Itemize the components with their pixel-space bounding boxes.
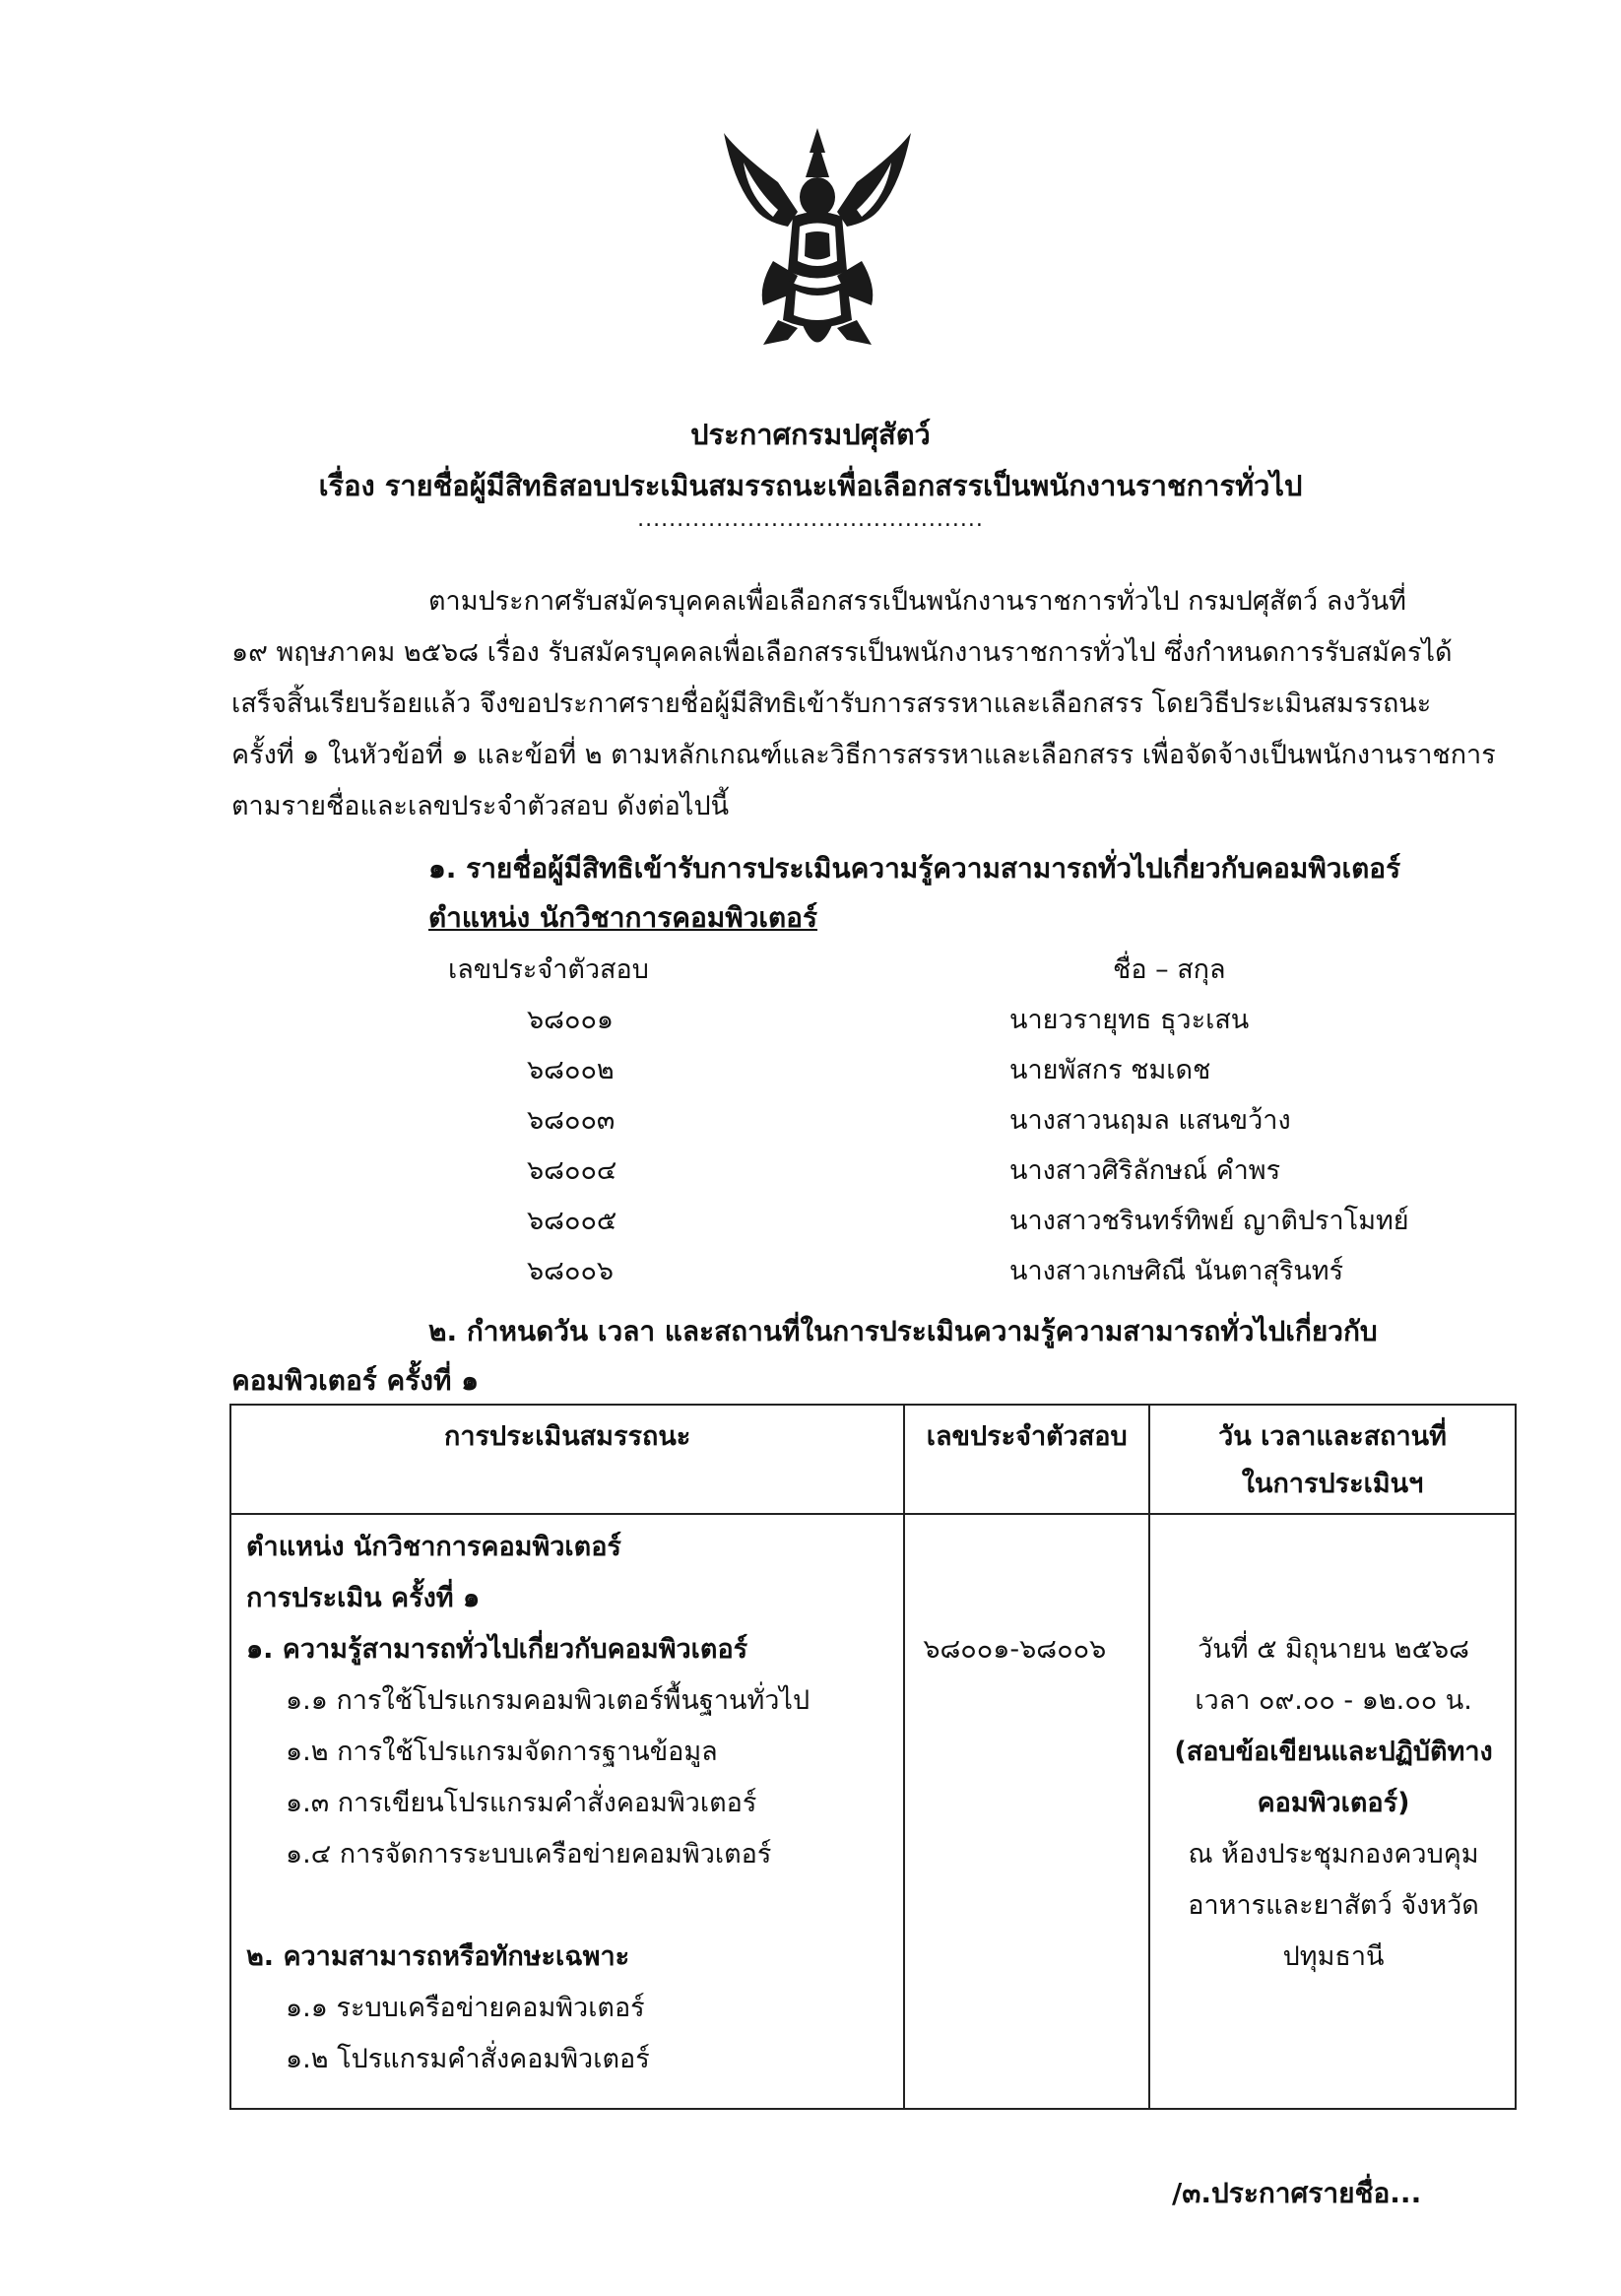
intro-line: ครั้งที่ ๑ ในหัวข้อที่ ๑ และข้อที่ ๒ ตามหลักเกณฑ์และวิธีการสรรหาและเลือกสรร เพื่อจัดจ้างเป็นพนักงานราชการ: [231, 740, 1496, 770]
candidate-name-header: ชื่อ – สกุล: [1113, 954, 1226, 985]
schedule-part2: ๒. ความสามารถหรือทักษะเฉพาะ: [246, 1941, 630, 1972]
candidate-id: ๖๘๐๐๖: [527, 1256, 615, 1286]
candidate-name: นางสาวนฤมล แสนขว้าง: [1009, 1105, 1291, 1136]
candidate-name: นางสาวเกษศิณี นันตาสุรินทร์: [1009, 1256, 1344, 1286]
schedule-mode: (สอบข้อเขียนและปฏิบัติทาง: [1174, 1737, 1493, 1767]
candidate-id: ๖๘๐๐๕: [527, 1206, 617, 1236]
schedule-id-cell: [904, 1514, 1149, 2109]
candidate-id: ๖๘๐๐๒: [527, 1055, 615, 1085]
schedule-place: ปทุมธานี: [1282, 1941, 1385, 1972]
schedule-assessment-cell: [230, 1514, 904, 2109]
candidate-id: ๖๘๐๐๔: [527, 1155, 617, 1186]
schedule-part1-item: ๑.๒ การใช้โปรแกรมจัดการฐานข้อมูล: [286, 1737, 718, 1767]
schedule-date: วันที่ ๕ มิถุนายน ๒๕๖๘: [1198, 1634, 1469, 1665]
schedule-round: การประเมิน ครั้งที่ ๑: [246, 1583, 481, 1613]
candidate-name: นายวรายุทธ ธุวะเสน: [1009, 1005, 1250, 1035]
schedule-place: ณ ห้องประชุมกองควบคุม: [1188, 1839, 1479, 1870]
intro-line: เสร็จสิ้นเรียบร้อยแล้ว จึงขอประกาศรายชื่อผู้มีสิทธิเข้ารับการสรรหาและเลือกสรร โดยวิธีประเมินสมรรถนะ: [231, 689, 1432, 719]
schedule-time: เวลา ๐๙.๐๐ - ๑๒.๐๐ น.: [1195, 1685, 1472, 1716]
candidate-id-header: เลขประจำตัวสอบ: [448, 954, 649, 985]
intro-paragraph: [231, 576, 1496, 832]
separator-dots: ............................................: [637, 507, 984, 532]
schedule-body-row: [230, 1514, 1516, 2109]
document-title: ประกาศกรมปศุสัตว์: [690, 418, 931, 451]
schedule-position: ตำแหน่ง นักวิชาการคอมพิวเตอร์: [246, 1532, 621, 1562]
schedule-id-range: ๖๘๐๐๑-๖๘๐๐๖: [923, 1634, 1107, 1665]
candidate-name: นายพัสกร ชมเดช: [1009, 1055, 1211, 1085]
intro-line: ตามประกาศรับสมัครบุคคลเพื่อเลือกสรรเป็นพนักงานราชการทั่วไป กรมปศุสัตว์ ลงวันที่: [428, 586, 1406, 617]
section1-heading: ๑. รายชื่อผู้มีสิทธิเข้ารับการประเมินความรู้ความสามารถทั่วไปเกี่ยวกับคอมพิวเตอร์: [428, 852, 1401, 885]
schedule-table: [229, 1404, 1517, 2110]
section2-heading: ๒. กำหนดวัน เวลา และสถานที่ในการประเมินความรู้ความสามารถทั่วไปเกี่ยวกับ: [428, 1315, 1378, 1347]
schedule-part1-item: ๑.๓ การเขียนโปรแกรมคำสั่งคอมพิวเตอร์: [286, 1788, 757, 1818]
schedule-part2-item: ๑.๑ ระบบเครือข่ายคอมพิวเตอร์: [286, 1993, 645, 2023]
section2-heading-cont: คอมพิวเตอร์ ครั้งที่ ๑: [231, 1364, 479, 1397]
schedule-mode: คอมพิวเตอร์): [1257, 1788, 1410, 1818]
schedule-part1: ๑. ความรู้สามารถทั่วไปเกี่ยวกับคอมพิวเตอร์: [246, 1634, 748, 1665]
continuation-note: /๓.ประกาศรายชื่อ...: [1172, 2177, 1422, 2209]
section1-position: ตำแหน่ง นักวิชาการคอมพิวเตอร์: [428, 901, 818, 934]
candidate-name: นางสาวชรินทร์ทิพย์ ญาติปราโมทย์: [1009, 1206, 1409, 1236]
schedule-part1-item: ๑.๑ การใช้โปรแกรมคอมพิวเตอร์พื้นฐานทั่วไป: [286, 1685, 810, 1716]
schedule-col-datetime: [1149, 1405, 1516, 1514]
schedule-datetime-cell: [1149, 1514, 1516, 2109]
candidate-name: นางสาวศิริลักษณ์ คำพร: [1009, 1155, 1281, 1186]
schedule-header-row: [230, 1405, 1516, 1514]
schedule-place: อาหารและยาสัตว์ จังหวัด: [1188, 1890, 1479, 1921]
schedule-part2-item: ๑.๒ โปรแกรมคำสั่งคอมพิวเตอร์: [286, 2044, 650, 2074]
schedule-col-datetime-line: วัน เวลาและสถานที่: [1218, 1421, 1447, 1452]
intro-line: ๑๙ พฤษภาคม ๒๕๖๘ เรื่อง รับสมัครบุคคลเพื่อเลือกสรรเป็นพนักงานราชการทั่วไป ซึ่งกำหนดการรับสมัครได้: [231, 637, 1453, 668]
document-subject: เรื่อง รายชื่อผู้มีสิทธิสอบประเมินสมรรถนะเพื่อเลือกสรรเป็นพนักงานราชการทั่วไป: [318, 469, 1303, 502]
schedule-col-datetime-line: ในการประเมินฯ: [1241, 1469, 1424, 1499]
schedule-col-assessment: การประเมินสมรรถนะ: [230, 1405, 904, 1514]
intro-line: ตามรายชื่อและเลขประจำตัวสอบ ดังต่อไปนี้: [231, 791, 730, 821]
candidate-id: ๖๘๐๐๑: [527, 1005, 615, 1035]
garuda-emblem-icon: [719, 123, 916, 364]
candidate-id: ๖๘๐๐๓: [527, 1105, 616, 1136]
schedule-col-id: เลขประจำตัวสอบ: [904, 1405, 1149, 1514]
schedule-part1-item: ๑.๔ การจัดการระบบเครือข่ายคอมพิวเตอร์: [286, 1839, 772, 1870]
